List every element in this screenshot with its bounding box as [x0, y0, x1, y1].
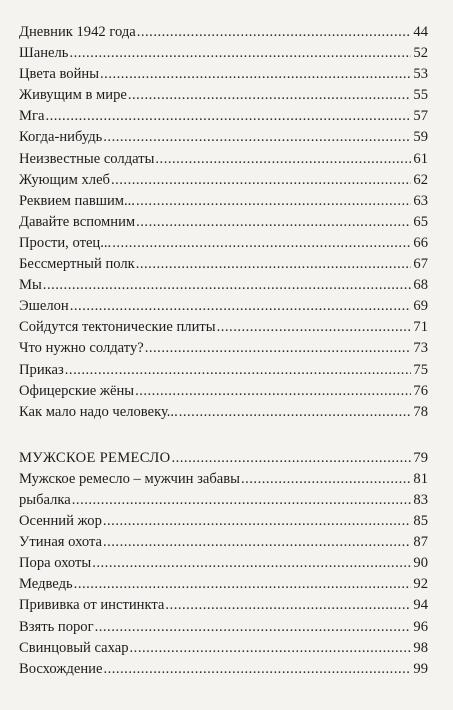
toc-entry [19, 275, 428, 296]
toc-entry-title: Прости, отец... [19, 234, 112, 251]
toc-entry-page: 75 [413, 361, 428, 378]
toc-list-part2 [19, 448, 428, 680]
dot-leader [92, 553, 411, 574]
dot-leader [43, 275, 412, 296]
toc-entry-title: Восхождение [19, 660, 103, 677]
toc-entry-page: 59 [413, 129, 428, 146]
dot-leader [179, 402, 412, 423]
toc-entry [19, 490, 428, 511]
toc-entry-page: 61 [413, 150, 428, 167]
toc-entry-title: Когда-нибудь [19, 129, 103, 146]
toc-entry-page: 66 [413, 234, 428, 251]
toc-entry-title: Жующим хлеб [19, 171, 110, 188]
toc-entry-page: 76 [413, 382, 428, 399]
toc-entry-page: 62 [413, 171, 428, 188]
toc-entry-title: Медведь [19, 576, 73, 593]
dot-leader [128, 85, 412, 106]
toc-entry [19, 574, 428, 595]
toc-entry [19, 233, 428, 254]
dot-leader [100, 64, 411, 85]
toc-entry-page: 78 [413, 403, 428, 420]
toc-entry [19, 381, 428, 402]
toc-entry [19, 64, 428, 85]
toc-entry-page: 44 [413, 24, 428, 40]
toc-entry-page: 85 [413, 513, 428, 530]
section-title: МУЖСКОЕ РЕМЕСЛО [19, 449, 171, 466]
toc-entry-title: Шанель [19, 45, 69, 62]
dot-leader [112, 233, 411, 254]
dot-leader [72, 490, 412, 511]
dot-leader [74, 574, 412, 595]
toc-entry-page: 87 [413, 534, 428, 551]
toc-entry-title: Мга [19, 108, 45, 125]
toc-entry-page: 68 [413, 277, 428, 294]
toc-entry-page: 57 [413, 108, 428, 125]
toc-entry [19, 296, 428, 317]
toc-entry-title: Живущим в мире [19, 87, 127, 104]
toc-entry-title: Цвета войны [19, 66, 100, 83]
toc-entry [19, 338, 428, 359]
toc-entry [19, 511, 428, 532]
toc-entry-page: 94 [413, 597, 428, 614]
dot-leader [103, 127, 411, 148]
toc-entry [19, 360, 428, 381]
dot-leader [69, 43, 411, 64]
toc-entry-title: Неизвестные солдаты [19, 150, 155, 167]
dot-leader [241, 469, 411, 490]
toc-entry [19, 617, 428, 638]
toc-entry [19, 22, 428, 43]
toc-entry-page: 69 [413, 298, 428, 315]
toc-entry [19, 638, 428, 659]
toc-entry-title: Офицерские жёны [19, 382, 135, 399]
dot-leader [95, 617, 412, 638]
toc-entry [19, 317, 428, 338]
dot-leader [136, 254, 412, 275]
toc-entry-title: Мужское ремесло – мужчин забавы [19, 470, 240, 487]
toc-entry [19, 212, 428, 233]
dot-leader [45, 106, 411, 127]
toc-entry-title: Приказ [19, 361, 64, 378]
toc-entry-title: рыбалка [19, 491, 71, 508]
toc-entry [19, 553, 428, 574]
toc-entry-title: Что нужно солдату? [19, 340, 144, 357]
toc-entry-page: 98 [413, 639, 428, 656]
toc-entry-title: Сойдутся тектонические плиты [19, 319, 216, 336]
toc-list-part1 [19, 22, 428, 423]
toc-entry-title: Реквием павшим... [19, 192, 135, 209]
toc-entry [19, 532, 428, 553]
toc-entry-page: 96 [413, 618, 428, 635]
toc-entry-title: Прививка от инстинкта [19, 597, 165, 614]
toc-entry-page: 71 [413, 319, 428, 336]
dot-leader [137, 22, 412, 43]
toc-entry-page: 92 [413, 576, 428, 593]
dot-leader [136, 212, 411, 233]
dot-leader [171, 448, 411, 469]
toc-entry [19, 149, 428, 170]
dot-leader [135, 381, 411, 402]
dot-leader [155, 149, 411, 170]
dot-leader [145, 338, 412, 359]
toc-entry-title: Эшелон [19, 298, 69, 315]
dot-leader [217, 317, 412, 338]
toc-entry [19, 469, 428, 490]
toc-entry-page: 53 [413, 66, 428, 83]
toc-entry-page: 83 [413, 491, 428, 508]
toc-entry-page: 81 [413, 470, 428, 487]
toc-entry [19, 659, 428, 680]
toc-entry-title: Давайте вспомним [19, 213, 136, 230]
toc-entry [19, 402, 428, 423]
dot-leader [65, 360, 412, 381]
toc-entry-page: 65 [413, 213, 428, 230]
toc-entry-page: 67 [413, 256, 428, 273]
dot-leader [103, 532, 411, 553]
dot-leader [103, 511, 412, 532]
toc-entry-title: Осенний жор [19, 513, 102, 530]
toc-entry-title: Дневник 1942 года [19, 24, 136, 40]
dot-leader [70, 296, 412, 317]
toc-entry [19, 254, 428, 275]
toc-entry [19, 85, 428, 106]
toc-entry [19, 106, 428, 127]
toc-entry-page: 90 [413, 555, 428, 572]
section-spacer [19, 423, 428, 448]
dot-leader [165, 595, 411, 616]
toc-entry [19, 127, 428, 148]
toc-entry-title: Взять порог [19, 618, 94, 635]
dot-leader [103, 659, 411, 680]
toc-entry-page: 55 [413, 87, 428, 104]
toc-entry-title: Как мало надо человеку... [19, 403, 178, 420]
toc-section-heading [19, 448, 428, 469]
toc-entry [19, 170, 428, 191]
toc-entry-title: Свинцовый сахар [19, 639, 129, 656]
dot-leader [111, 170, 411, 191]
toc-entry-page: 73 [413, 340, 428, 357]
toc-entry-title: Пора охоты [19, 555, 92, 572]
toc-entry-page: 99 [413, 660, 428, 677]
toc-entry-page: 52 [413, 45, 428, 62]
section-page: 79 [413, 449, 428, 466]
toc-entry-title: Мы [19, 277, 42, 294]
toc-entry-title: Бессмертный полк [19, 256, 135, 273]
toc-entry-title: Утиная охота [19, 534, 102, 551]
toc-entry [19, 191, 428, 212]
dot-leader [136, 191, 411, 212]
toc-entry [19, 43, 428, 64]
toc-entry-page: 63 [413, 192, 428, 209]
dot-leader [130, 638, 412, 659]
toc-entry [19, 595, 428, 616]
